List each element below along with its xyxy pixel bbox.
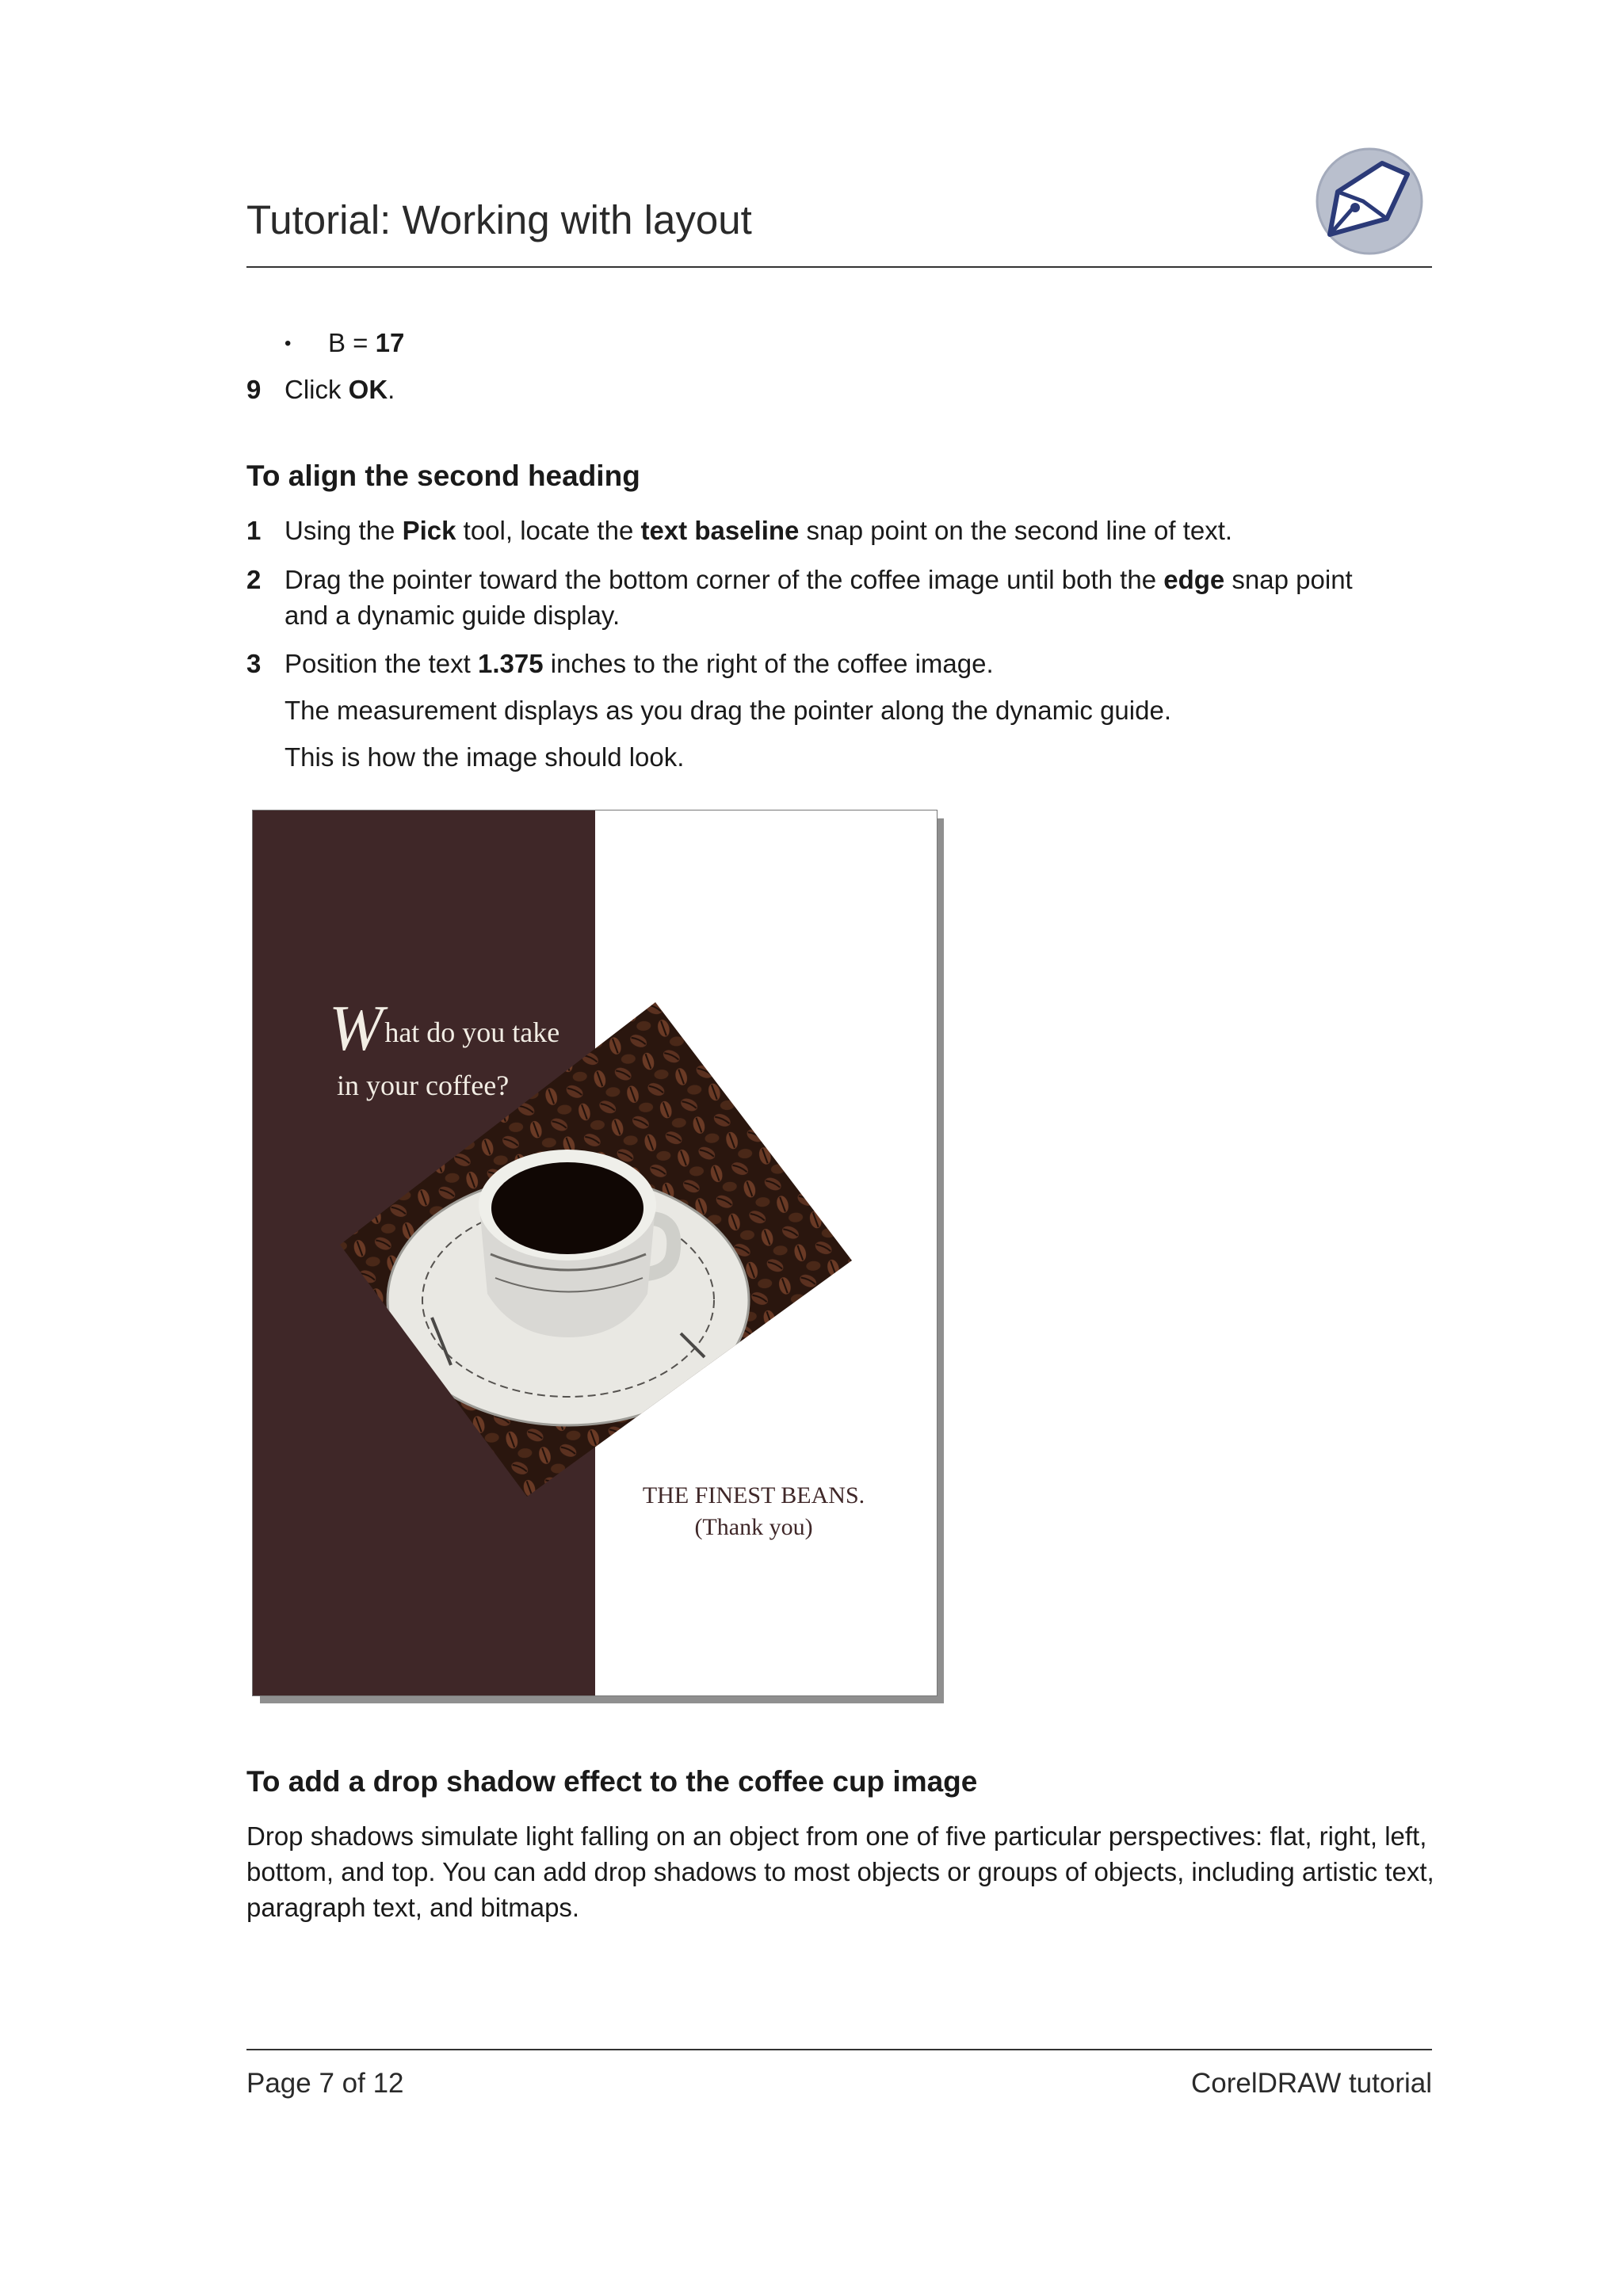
figure-tagline: THE FINEST BEANS. <box>642 1482 865 1508</box>
bullet-item: B = 17 <box>328 328 405 357</box>
figure-headline-line1: What do you take <box>329 992 560 1064</box>
step-1: 1 Using the Pick tool, locate the text baseline snap point on the second line of text. <box>246 516 1233 545</box>
section-heading-align: To align the second heading <box>246 460 640 492</box>
header-rule <box>246 266 1432 268</box>
figure-thank-you: (Thank you) <box>694 1514 813 1540</box>
coffee-cup-image <box>253 810 937 1695</box>
footer-product: CorelDRAW tutorial <box>1190 2068 1432 2099</box>
footer-rule <box>246 2049 1432 2050</box>
page-title: Tutorial: Working with layout <box>246 197 752 242</box>
step-3: 3 Position the text 1.375 inches to the right of the coffee image. <box>246 649 994 678</box>
bullet: • <box>285 333 292 354</box>
coffee-layout-figure <box>252 810 938 1696</box>
figure-headline-line2: in your coffee? <box>337 1070 510 1101</box>
section-heading-drop-shadow: To add a drop shadow effect to the coffee cup image <box>246 1765 978 1798</box>
step-9: 9 Click OK. <box>246 375 395 404</box>
pen-nib-icon <box>1314 146 1425 257</box>
step-2: 2 Drag the pointer toward the bottom corner of the coffee image until both the edge snap point <box>246 565 1353 594</box>
drop-shadow-paragraph: Drop shadows simulate light falling on an object from one of five particular perspectives: flat, right, left, bottom, and top. You can add drop shadows to most objects or groups of objects, including artistic text, paragraph text, and bitmaps. <box>246 1821 1434 1922</box>
step-3-note-look: This is how the image should look. <box>285 742 685 772</box>
step-3-note-measurement: The measurement displays as you drag the pointer along the dynamic guide. <box>285 696 1171 725</box>
step-2-continued: and a dynamic guide display. <box>285 601 621 630</box>
page-number: Page 7 of 12 <box>246 2068 404 2099</box>
